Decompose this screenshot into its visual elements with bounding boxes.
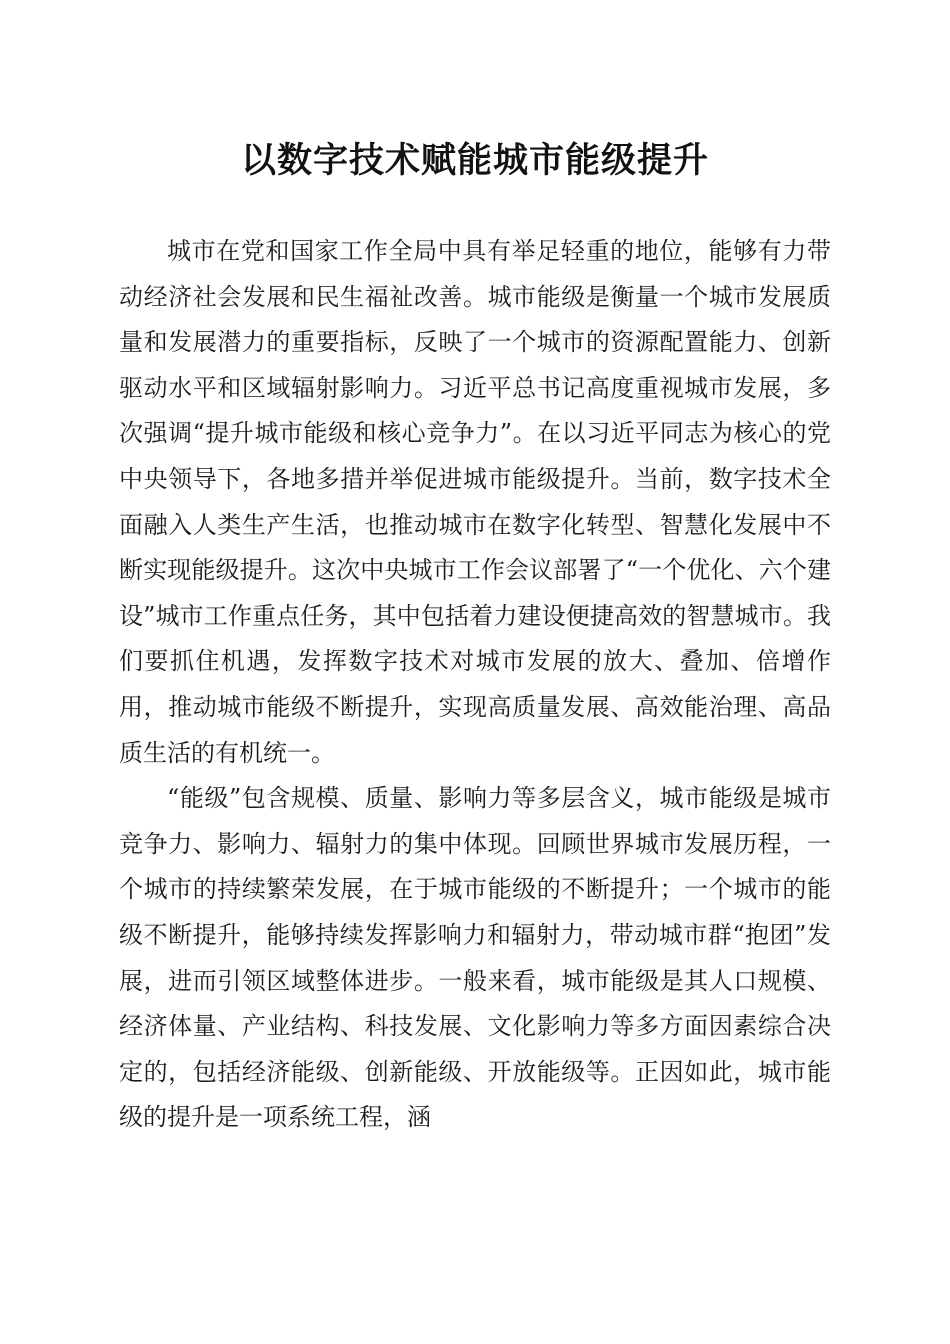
paragraph-2: “能级”包含规模、质量、影响力等多层含义，城市能级是城市竞争力、影响力、辐射力的集中体现。回顾世界城市发展历程，一个城市的持续繁荣发展，在于城市能级的不断提升；一个城市的能级不断提升，能够持续发挥影响力和辐射力，带动城市群“抱团”发展，进而引领区域整体进步。一般来看，城市能级是其人口规模、经济体量、产业结构、科技发展、文化影响力等多方面因素综合决定的，包括经济能级、创新能级、开放能级等。正因如此，城市能级的提升是一项系统工程，涵 [119,784,831,1132]
paragraph-1: 城市在党和国家工作全局中具有举足轻重的地位，能够有力带动经济社会发展和民生福祉改善。城市能级是衡量一个城市发展质量和发展潜力的重要指标，反映了一个城市的资源配置能力、创新驱动水平和区域辐射影响力。习近平总书记高度重视城市发展，多次强调“提升城市能级和核心竞争力”。在以习近平同志为核心的党中央领导下，各地多措并举促进城市能级提升。当前，数字技术全面融入人类生产生活，也推动城市在数字化转型、智慧化发展中不断实现能级提升。这次中央城市工作会议部署了“一个优化、六个建设”城市工作重点任务，其中包括着力建设便捷高效的智慧城市。我们要抓住机遇，发挥数字技术对城市发展的放大、叠加、倍增作用，推动城市能级不断提升，实现高质量发展、高效能治理、高品质生活的有机统一。 [119,237,831,767]
document-title: 以数字技术赋能城市能级提升 [240,140,709,181]
document-body [119,229,831,1141]
